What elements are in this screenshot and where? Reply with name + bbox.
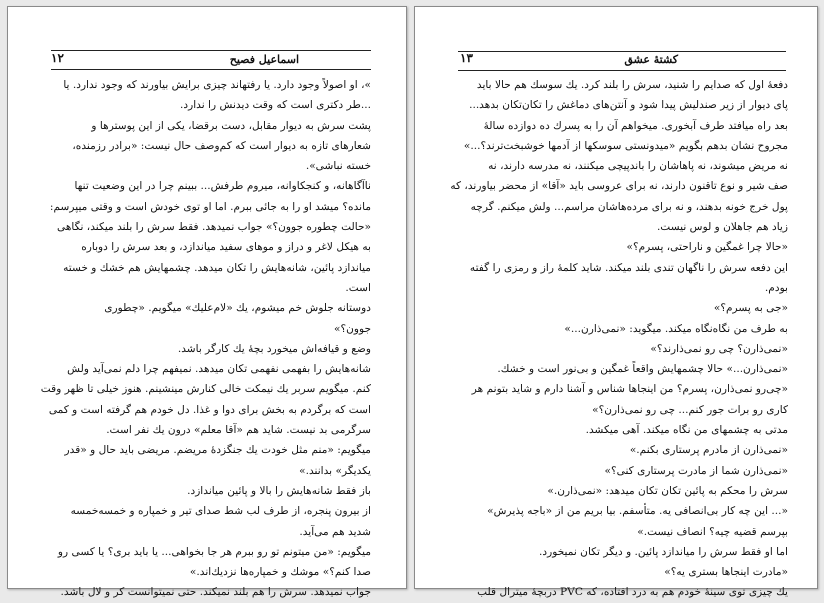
text-line: نه مريض میشوند، نه پاهاشان را باندپيچی میكنند، نه مدرسه دارند، نه [488, 160, 788, 173]
running-header [51, 51, 371, 69]
text-line: پول خرج خونه بدهند، و نه برای مرده‌هاشان مراسم... ولش میكنم. گرچه [470, 200, 788, 213]
page-number: ۱۳ [460, 51, 473, 65]
text-line: به طرف من نگاه‌نگاه میكند. میگويد: «نمی‌ذارن...» [564, 322, 788, 335]
text-line: سرش را محكم به پائين تكان تكان میدهد: «نمی‌ذارن.» [547, 484, 788, 497]
text-line: دوستانه جلوش خم میشوم، يك «لام‌عليك» میگويم. «چطوری [104, 302, 371, 315]
text-line: است. [345, 281, 371, 294]
text-line: اما او فقط سرش را میاندازد پائين. و ديگر تكان نمیخورد. [539, 545, 788, 558]
text-line: بعد راه میافتد طرف آبخوری. میخواهم آن را به پسرك ده دوازده ساله‌ٔ [483, 119, 788, 132]
text-line: میگويم: «من میتونم تو رو ببرم هر جا بخواهی... يا بايد بری؟ يا كسی رو [57, 545, 371, 558]
text-line: خسته نباشی». [305, 160, 371, 173]
text-line: باز فقط شانه‌هايش را بالا و پائين میاندازد. [187, 484, 371, 497]
page-body-text [40, 75, 371, 603]
text-line: به هيكل لاغر و دراز و موهای سفيد میاندازد، و بعد سرش را دوباره [81, 241, 371, 254]
text-line: جوون؟» [333, 322, 371, 335]
text-line: صف شير و نوع تاقنون دارند، نه برای عروسی بايد «آقا» از محضر بياورند، كه [450, 180, 788, 193]
text-line: «مادرت اينجاها بستری يه؟» [664, 566, 788, 579]
text-line: يكديگر» بدانند.» [299, 464, 371, 477]
text-line: اين دفعه سرش را ناگهان تندی بلند میكند. شايد كلمهٔ راز و رمزی را گفته [469, 261, 788, 274]
text-line: پشت سرش به ديوار مقابل، دست برقضا، يكی از اين پوسترها و [91, 119, 371, 132]
text-line: »، او اصولاً وجود دارد. يا رفتهاند چيزی برايش بياورند كه وجود ندارد. يا [63, 79, 371, 91]
running-head-title: كشتهٔ عشق [624, 53, 678, 66]
page-number: ۱۲ [51, 51, 64, 65]
text-line: «نمی‌ذارن...» حالا چشمهايش واقعاً غمگين و بی‌نور است و خشك. [497, 363, 788, 376]
text-line: است كه برگردم به بخش برای دوا و غذا. دل خودم هم گرفته است و كمی [48, 403, 371, 416]
text-line: «جی به پسرم؟» [713, 302, 788, 315]
text-line: وضع و قيافه‌اش میخورد بچهٔ يك كارگر باشد. [177, 342, 371, 355]
text-line: شديد هم می‌آيد. [299, 525, 371, 538]
text-line: ...طر دكتری است كه وقت ديدنش را ندارد. [180, 99, 371, 112]
text-line: كنم. میگويم سربر يك نيمكت خالی كنارش مینشينم. هنوز خيلی تا ظهر وقت [40, 383, 371, 396]
running-header [458, 51, 786, 69]
text-line: «نمی‌ذارن از مادرم پرستاری بكنم.» [629, 444, 788, 457]
text-line: زياد هم جاهلان و لوس نيست. [656, 221, 788, 234]
right-page [414, 6, 818, 599]
text-line: مدتی به چشمهای من نگاه میكند. آهی میكشد. [585, 424, 788, 437]
text-line: سرگرمی بد نيست. شايد هم «آقا معلم» درون يك نفر است. [106, 424, 371, 437]
running-head-title: اسماعيل فصيح [229, 53, 299, 66]
text-line: جواب نمیدهد. سرش را هم بلند نمیكند. حتی نمیتوانست كر و لال باشد. [60, 586, 371, 599]
text-line: يك چيزی توی سينهٔ خودم هم به درد افتاده، كه PVC دربچهٔ ميترال قلب [477, 586, 788, 599]
text-line: میگويم: «منم مثل خودت يك جنگزدهٔ مريضم. مريضی بايد حال و «قدر [64, 444, 371, 457]
text-line: «حالت چطوره جوون؟» جواب نمیدهد. فقط سرش را بلند میكند، نگاهی [57, 221, 371, 234]
text-line: «... اين چه كار بی‌انصافی يه. متأسفم. بيا بريم من از «باجه پذيرش» [487, 505, 788, 518]
page-body-text [450, 75, 788, 603]
text-line: مجروح نشان بدهم بگويم «میدونستی سوسكها از آدمها خوشبخت‌ترند؟...» [463, 139, 788, 152]
text-line: میاندازد پائين، شانه‌هايش را تكان میدهد. چشمهايش هم خشك و خسته [63, 261, 371, 274]
header-rule-bottom [51, 69, 371, 70]
text-line: مانده؟ میشد او را به جائی ببرم. اما او توی خودش است و وقتی میپرسم: [49, 200, 371, 213]
text-line: بودم. [764, 281, 788, 294]
text-line: پای ديوار از زير صندليش پيدا شود و آنتن‌های دماغش را تكان‌تكان بدهد... [469, 99, 788, 112]
text-line: «نمی‌ذارن شما از مادرت پرستاری كنی؟» [604, 464, 788, 477]
header-rule-bottom [458, 70, 786, 71]
text-line: صدا كنم؟» موشك و خمپاره‌ها نزديك‌اند.» [189, 566, 371, 579]
text-line: شانه‌هايش را بفهمی نفهمی تكان میدهد. نمیفهم چرا دلم نمی‌آيد ولش [67, 363, 371, 376]
text-line: «نمی‌ذارن؟ چی رو نمی‌ذارند؟» [650, 342, 788, 355]
text-line: ناآگاهانه، و كنجكاوانه، میروم طرفش... ببينم چرا در اين وضعيت تنها [74, 180, 371, 193]
text-line: «حالا چرا غمگين و ناراحتی، پسرم؟» [626, 241, 788, 254]
text-line: دفعهٔ اول كه صدايم را شنيد، سرش را بلند كرد. يك سوسك هم حالا بايد [476, 79, 788, 91]
text-line: شعارهای تازه به ديوار است كه كم‌وصف حال نيست: «برادر رزمنده، [72, 139, 371, 152]
left-page [7, 6, 407, 599]
text-line: «چی‌رو نمی‌ذارن، پسرم؟ من اينجاها شناس و آشنا دارم و شايد بتونم هر [471, 383, 788, 396]
text-line: كاری رو برات جور كنم... چی رو نمی‌ذارن؟» [592, 403, 788, 416]
text-line: از بيرون پنجره، از طرف لب شط صدای تير و خمپاره و خمسه‌خمسه [70, 505, 371, 518]
text-line: بپرسم قضيه چيه؟ انصاف نيست.» [637, 525, 788, 538]
